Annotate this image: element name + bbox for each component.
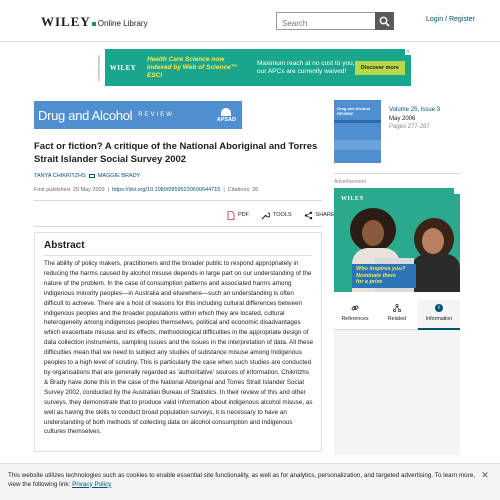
- search-box: [276, 12, 394, 30]
- ad-brand: WILEY: [109, 63, 137, 72]
- wiley-online-library-logo[interactable]: [41, 14, 148, 30]
- ad-close-icon[interactable]: ×: [406, 49, 410, 55]
- logo-dot-icon: [92, 22, 96, 26]
- login-register-link[interactable]: Login / Register: [426, 16, 476, 23]
- article-tools: [227, 210, 335, 220]
- tab-label: References: [341, 316, 369, 322]
- tools-label: TOOLS: [273, 212, 292, 218]
- logo-brand: WILEY: [41, 14, 91, 29]
- cover-stripe: [334, 120, 381, 123]
- side-ad-line: Who inspires you?: [356, 266, 406, 272]
- publication-info: First published: 29 May 2009 | https://doi.org/10.1080/09595230600644715 | Citations: 36: [34, 187, 259, 193]
- author-link[interactable]: MAGGIE BRADY: [97, 173, 141, 179]
- site-header: [0, 0, 500, 42]
- search-icon: [379, 16, 390, 27]
- wrench-icon: [261, 211, 270, 220]
- author-list: [34, 173, 140, 179]
- side-ad-line: for a prize: [356, 279, 383, 285]
- cookie-message: [8, 472, 488, 489]
- pdf-label: PDF: [238, 212, 249, 218]
- article-title: Fact or fiction? A critique of the National Aboriginal and Torres Strait Islander Social Survey 2002: [34, 141, 318, 165]
- network-icon: [393, 304, 401, 312]
- pdf-icon: [227, 211, 235, 220]
- side-ad-message: [352, 264, 416, 288]
- pdf-button[interactable]: [227, 211, 249, 220]
- abstract-heading: Abstract: [44, 240, 85, 251]
- divider: [34, 226, 322, 227]
- advertisement-label: Advertisement: [96, 55, 101, 81]
- doi-link[interactable]: https://doi.org/10.1080/09595230600644715: [112, 187, 221, 193]
- share-icon: [304, 211, 313, 220]
- issue-pages: Pages 277-287: [389, 124, 430, 130]
- first-published: First published: 29 May 2009: [34, 187, 105, 193]
- side-ad-line: Nominate them: [356, 272, 396, 279]
- journal-review-label: REVIEW: [138, 112, 174, 118]
- journal-cover-thumbnail[interactable]: [334, 100, 381, 163]
- ad-headline: Health Care Science now indexed by Web of Science™ ESCI: [147, 55, 238, 79]
- ad-body: Maximum reach at no cost to you, our APCs are currently waived!: [257, 59, 355, 75]
- divider: [334, 173, 460, 174]
- side-tabs: [334, 300, 460, 330]
- issue-volume-link[interactable]: Volume 25, Issue 3: [389, 107, 441, 113]
- citations-count[interactable]: Citations: 36: [227, 187, 259, 193]
- share-label: SHARE: [315, 212, 335, 218]
- journal-banner[interactable]: [34, 101, 242, 129]
- info-icon: i: [435, 304, 443, 312]
- ad-discover-more-button[interactable]: Discover more: [355, 61, 405, 75]
- tools-button[interactable]: [261, 211, 292, 220]
- issue-info: [389, 106, 440, 132]
- side-ad-brand: WILEY: [341, 196, 365, 202]
- share-button[interactable]: [304, 211, 335, 220]
- apsad-logo: [217, 108, 236, 123]
- side-advertisement[interactable]: [334, 188, 460, 292]
- email-icon[interactable]: [89, 174, 95, 178]
- apsad-leaf-icon: [221, 108, 231, 116]
- privacy-policy-link[interactable]: Privacy Policy: [72, 480, 112, 488]
- tab-label: Related: [387, 316, 407, 322]
- logo-product: Online Library: [97, 19, 148, 28]
- divider: [44, 255, 312, 256]
- tab-information[interactable]: [418, 300, 460, 329]
- ad-photo-person: [410, 218, 460, 292]
- ad-close-icon[interactable]: [454, 188, 460, 194]
- apsad-label: APSAD: [216, 116, 236, 123]
- link-icon: [351, 304, 359, 312]
- tab-references[interactable]: [334, 300, 376, 329]
- search-input[interactable]: [277, 16, 373, 32]
- divider: [34, 200, 322, 201]
- tab-label: Information: [425, 316, 453, 322]
- author-link[interactable]: TANYA CHIKRITZHS: [34, 173, 86, 179]
- search-button[interactable]: [375, 12, 394, 30]
- top-advertisement[interactable]: [105, 49, 411, 86]
- cookie-banner: [0, 463, 500, 500]
- close-icon[interactable]: ✕: [481, 470, 489, 480]
- cookie-text: This website utilizes technologies such as cookies to enable essential site functionality, as well as for analytics, personalization, and targeted advertising. To learn more, view the following link:: [8, 472, 476, 488]
- information-panel: [334, 330, 460, 455]
- journal-name: Drug and Alcohol: [38, 107, 133, 123]
- advertisement-label: Advertisement: [334, 179, 366, 185]
- abstract-text: The ability of policy makers, practitioners and the broader public to respond appropriately in reducing the harms caused by alcohol misuse depends in large part on our understanding of the nature of the problem. In the case of consumption patterns and associated harms among indigenous minority peoples—in Australia and elsewhere—such an understanding is often difficult to achieve. There are a host of reasons for this including cultural differences between indigenous peoples and the broader populations within which they are located, cultural heterogeneity among indigenous peoples themselves, political and economic disadvantages which exacerbate misuse and its effects, methodological difficulties in the appropriate design of data collection instruments, sampling issues and the issues in the interpretation of data. All these difficulties mean that we need to subject any studies of substance misuse among Indigenous peoples to a high level of scrutiny. This is particularly the case when such studies are conducted by organisations that are generally regarded as 'authoritative' sources of information. Chikritzhs & Brady have done this in the case of the National Aboriginal and Torres Strait Islander Social Survey 2002, conducted by the Australian Bureau of Statistics. In their review of this and other surveys, they demonstrate that to produce valid information about indigenous alcohol misuse, as well as having the skills to conduct broad population surveys, it is necessary to have an understanding of both methods of collecting data on alcohol consumption and Indigenous cultures themselves.: [44, 260, 314, 436]
- cover-title: Drug and Alcohol REVIEW: [337, 106, 371, 116]
- abstract-section: [34, 232, 322, 452]
- cover-stripe: [334, 140, 381, 150]
- tab-related[interactable]: [376, 300, 418, 329]
- issue-date: May 2006: [389, 115, 416, 122]
